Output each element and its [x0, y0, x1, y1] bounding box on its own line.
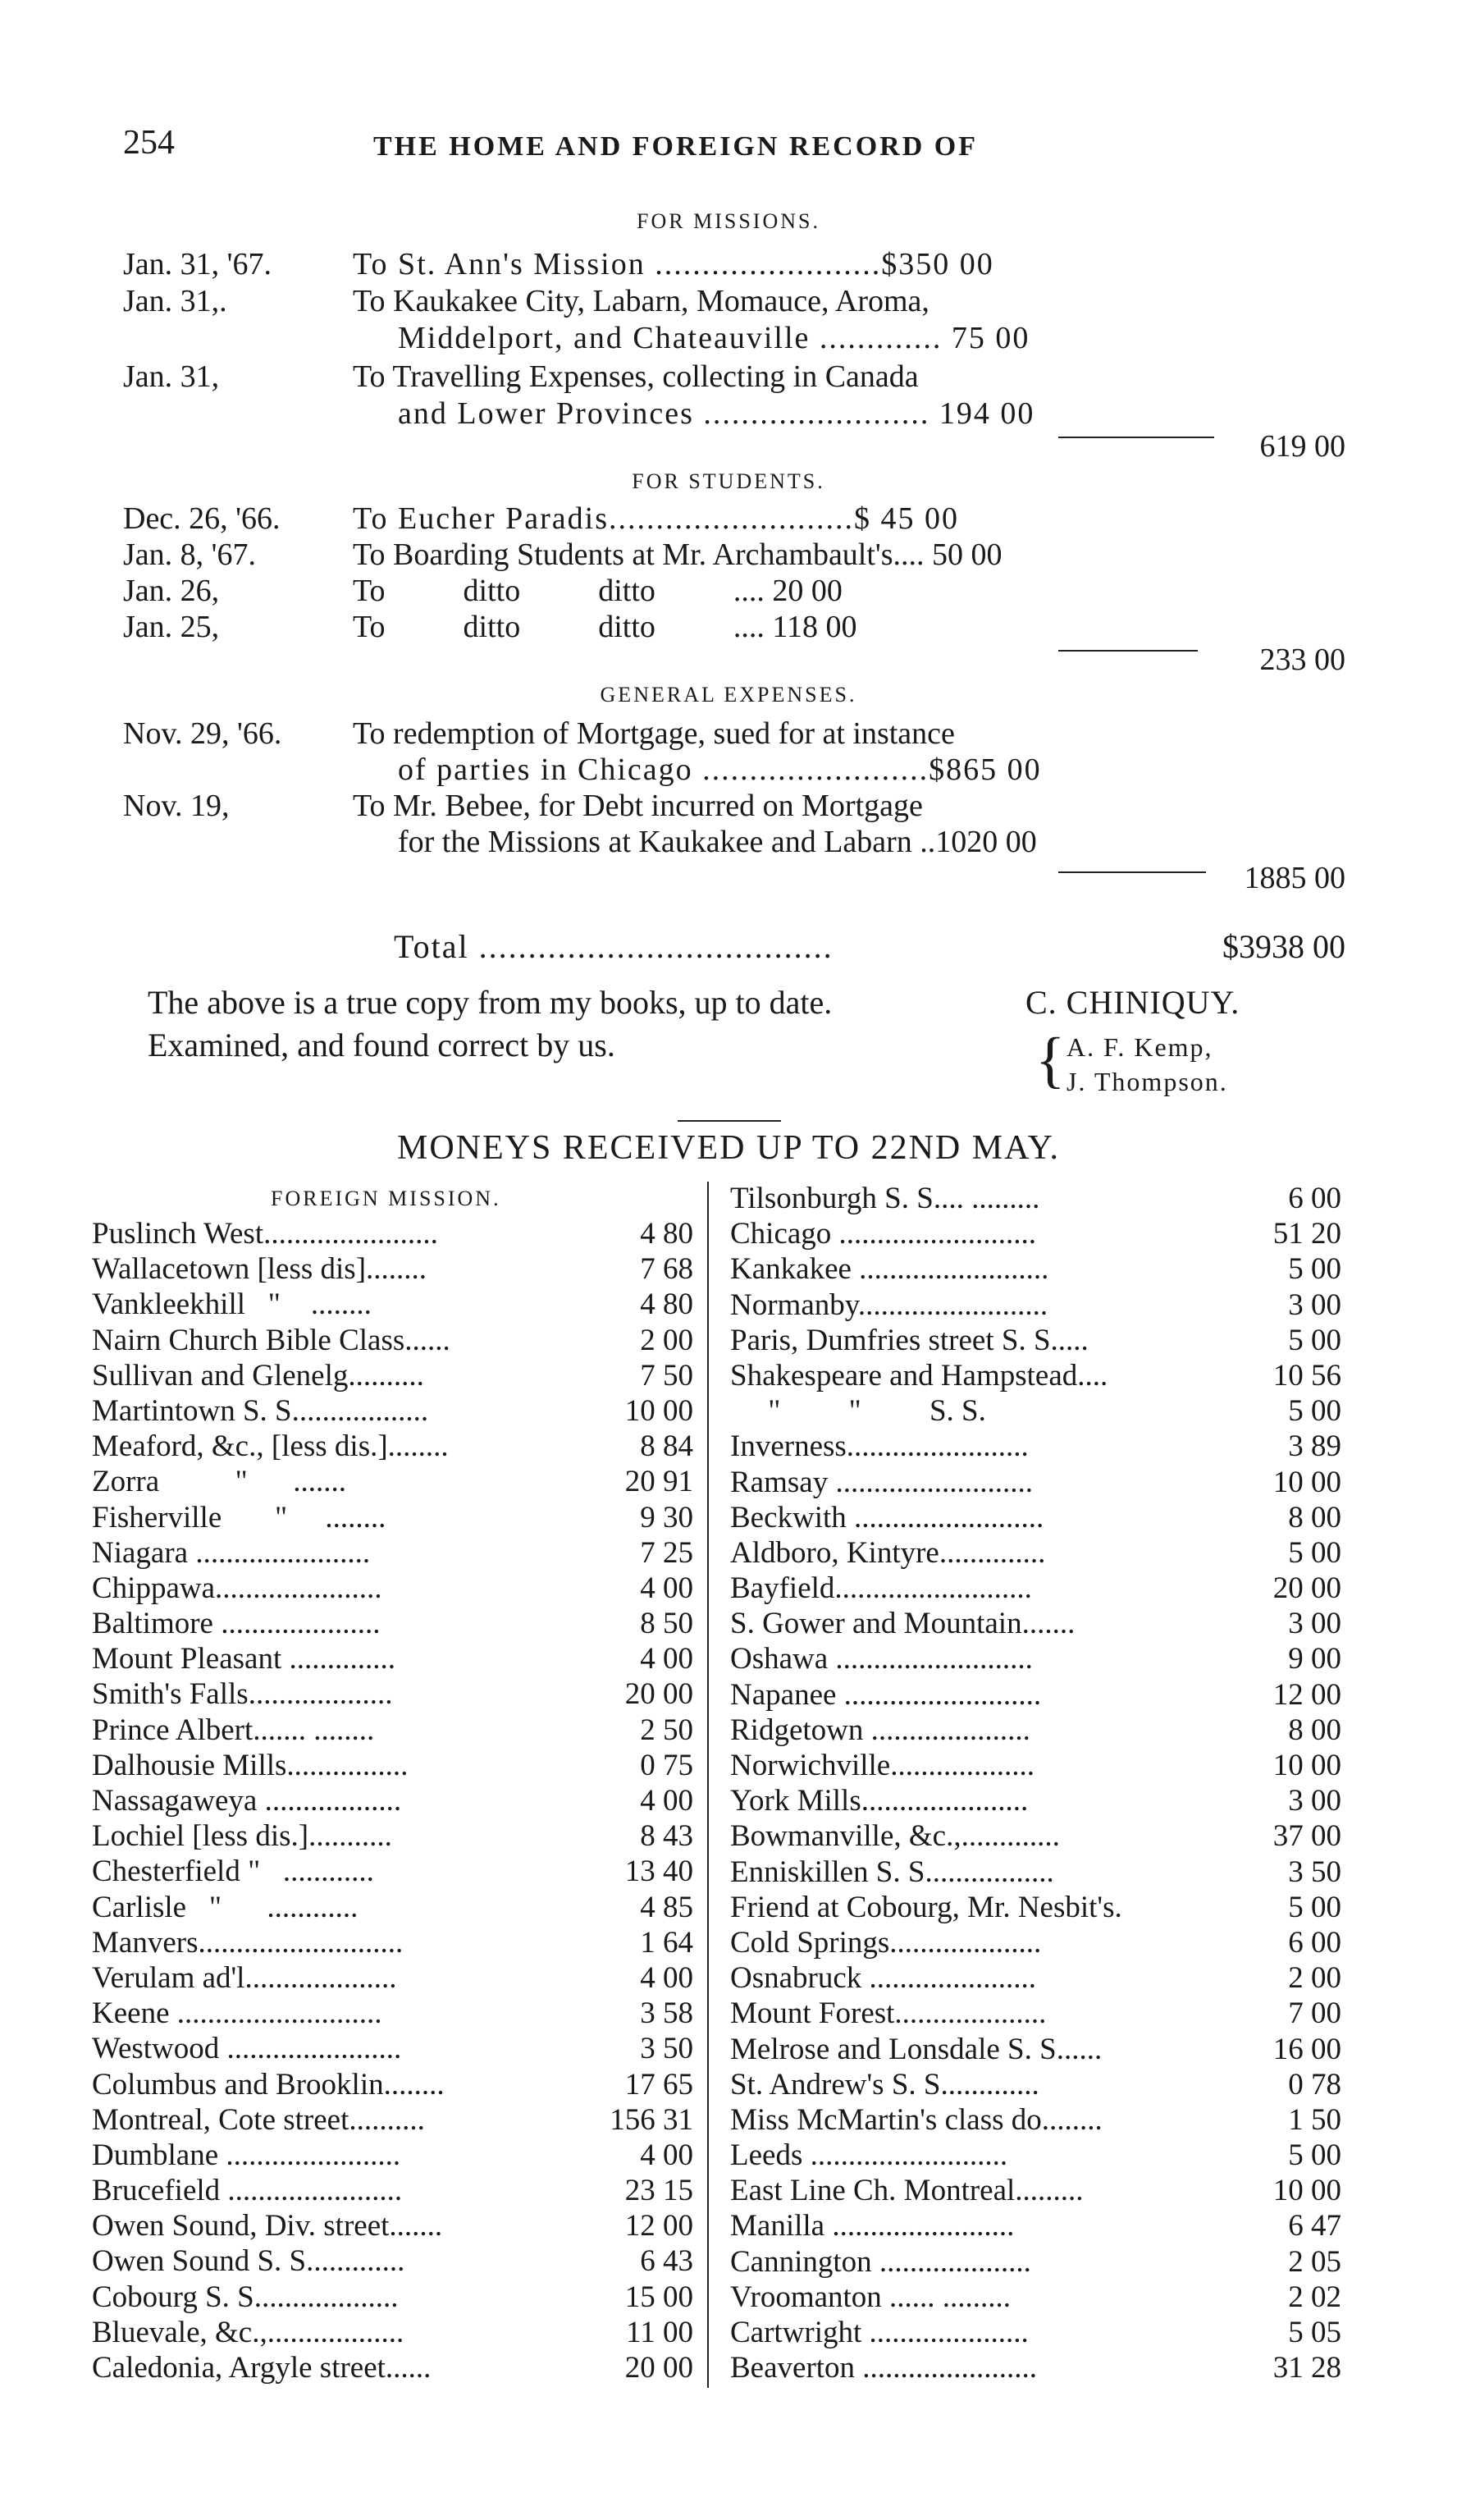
receipt-amount: 9 30 — [640, 1500, 693, 1534]
list-item — [92, 1535, 693, 1571]
receipt-amount: 4 00 — [640, 1571, 693, 1605]
receipt-name: Ridgetown ..................... — [730, 1713, 1030, 1747]
receipt-name: Manilla ........................ — [730, 2209, 1015, 2243]
receipt-amount: 3 58 — [640, 1996, 693, 2031]
column-divider — [707, 1182, 709, 2388]
list-item — [92, 1783, 693, 1818]
receipt-amount: 2 00 — [640, 1323, 693, 1357]
receipt-name: Owen Sound, Div. street....... — [92, 2209, 443, 2243]
receipt-name: Beaverton ....................... — [730, 2351, 1038, 2385]
list-item — [730, 1713, 1341, 1748]
general-subtotal: 1885 00 — [1244, 861, 1345, 895]
receipt-amount: 16 00 — [1272, 2032, 1341, 2066]
list-item — [730, 2350, 1341, 2385]
list-item — [730, 1429, 1341, 1464]
receipt-name: Chicago .......................... — [730, 1217, 1037, 1251]
list-item — [92, 1818, 693, 1854]
ledger-date: Jan. 26, — [123, 574, 220, 608]
receipt-amount: 5 00 — [1288, 1890, 1341, 1924]
receipt-name: Columbus and Brooklin........ — [92, 2067, 445, 2102]
receipt-amount: 2 50 — [640, 1713, 693, 1747]
list-item — [92, 1251, 693, 1287]
receipt-amount: 2 05 — [1288, 2244, 1341, 2279]
students-subtotal: 233 00 — [1259, 643, 1345, 677]
ledger-date: Jan. 31, — [123, 359, 220, 394]
list-item — [730, 1925, 1341, 1960]
list-item — [730, 1641, 1341, 1676]
receipt-amount: 13 40 — [624, 1855, 693, 1889]
section-divider — [678, 1120, 781, 1122]
receipt-name: Nassagaweya .................. — [92, 1784, 402, 1818]
receipt-amount: 2 00 — [1288, 1961, 1341, 1996]
receipt-amount: 4 85 — [640, 1890, 693, 1924]
receipt-amount: 3 50 — [640, 2032, 693, 2066]
receipt-amount: 37 00 — [1272, 1819, 1341, 1854]
total-label: Total .................................... — [394, 928, 834, 965]
receipt-amount: 11 00 — [626, 2315, 693, 2349]
receipt-name: Fisherville " ........ — [92, 1500, 386, 1534]
receipt-name: Oshawa .......................... — [730, 1642, 1033, 1676]
list-item — [730, 1890, 1341, 1925]
receipt-amount: 6 00 — [1288, 1182, 1341, 1215]
receipt-amount: 4 80 — [640, 1217, 693, 1251]
receipt-amount: 0 75 — [640, 1748, 693, 1782]
receipt-name: Meaford, &c., [less dis.]........ — [92, 1429, 449, 1464]
ledger-date: Jan. 8, '67. — [123, 537, 257, 572]
list-item — [92, 1358, 693, 1393]
list-item — [730, 1606, 1341, 1641]
receipt-amount: 10 56 — [1272, 1358, 1341, 1393]
receipt-name: Wallacetown [less dis]........ — [92, 1252, 427, 1287]
list-item — [92, 2067, 693, 2102]
receipt-name: Enniskillen S. S................. — [730, 1855, 1054, 1889]
receipt-name: Vroomanton ...... ......... — [730, 2280, 1012, 2314]
receipt-name: Zorra " ....... — [92, 1465, 347, 1499]
receipt-name: Friend at Cobourg, Mr. Nesbit's. — [730, 1890, 1122, 1924]
list-item — [92, 1216, 693, 1251]
receipt-amount: 20 91 — [624, 1465, 693, 1499]
receipt-amount: 9 00 — [1288, 1642, 1341, 1676]
receipt-amount: 5 00 — [1288, 1394, 1341, 1429]
receipt-name: Martintown S. S.................. — [92, 1393, 429, 1428]
ledger-date: Jan. 25, — [123, 610, 220, 644]
ledger-entry-continued: and Lower Provinces ........................ 194 00 — [398, 396, 1035, 431]
list-item — [730, 1323, 1341, 1358]
receipt-name: Tilsonburgh S. S.... ......... — [730, 1182, 1040, 1215]
receipt-amount: 31 28 — [1272, 2351, 1341, 2385]
receipt-name: Mount Forest.................... — [730, 1996, 1047, 2031]
receipt-name: Brucefield ....................... — [92, 2174, 403, 2208]
list-item — [92, 1960, 693, 1996]
receipt-amount: 10 00 — [1272, 2174, 1341, 2208]
missions-subtotal: 619 00 — [1259, 429, 1345, 464]
list-item — [730, 1358, 1341, 1393]
list-item — [730, 1393, 1341, 1429]
receipt-name: Miss McMartin's class do........ — [730, 2102, 1103, 2137]
receipt-amount: 7 00 — [1288, 1996, 1341, 2031]
receipt-name: Napanee .......................... — [730, 1677, 1042, 1712]
receipt-name: Caledonia, Argyle street...... — [92, 2351, 432, 2385]
list-item — [92, 2173, 693, 2208]
receipt-name: Ramsay .......................... — [730, 1465, 1033, 1499]
receipt-amount: 4 00 — [640, 1960, 693, 1995]
list-item — [92, 2102, 693, 2138]
list-item — [730, 2102, 1341, 2138]
list-item — [730, 1571, 1341, 1606]
receipt-amount: 12 00 — [1272, 1677, 1341, 1712]
receipt-name: Prince Albert....... ........ — [92, 1713, 375, 1747]
receipt-amount: 5 05 — [1288, 2316, 1341, 2349]
list-item — [730, 1500, 1341, 1535]
receipt-amount: 1 50 — [1288, 2102, 1341, 2137]
receipt-name: Cobourg S. S................... — [92, 2280, 399, 2314]
ledger-date: Nov. 19, — [123, 789, 230, 823]
list-item — [92, 1464, 693, 1499]
list-item — [92, 1713, 693, 1748]
foreign-mission-heading: FOREIGN MISSION. — [271, 1187, 501, 1210]
ledger-entry: To Mr. Bebee, for Debt incurred on Mortgage — [353, 789, 923, 823]
receipt-name: Smith's Falls................... — [92, 1677, 393, 1712]
receipt-name: Norwichville................... — [730, 1749, 1035, 1782]
receipt-amount: 8 00 — [1288, 1500, 1341, 1534]
receipt-name: Vankleekhill " ........ — [92, 1287, 372, 1322]
receipt-amount: 4 00 — [640, 1784, 693, 1818]
receipt-name: Cartwright ..................... — [730, 2316, 1029, 2349]
list-item — [92, 1925, 693, 1960]
ledger-entry: To redemption of Mortgage, sued for at instance — [353, 716, 955, 751]
receipt-amount: 12 00 — [624, 2209, 693, 2243]
receipt-amount: 5 00 — [1288, 1252, 1341, 1287]
list-item — [92, 1571, 693, 1606]
receipt-name: Cold Springs.................... — [730, 1925, 1042, 1960]
examiner-name: A. F. Kemp, — [1066, 1032, 1213, 1062]
receipt-amount: 10 00 — [624, 1393, 693, 1428]
brace-icon: { — [1035, 1026, 1066, 1095]
certification-statement: The above is a true copy from my books, up to date. — [148, 984, 833, 1021]
list-item — [92, 1393, 693, 1429]
receipt-name: Owen Sound S. S............. — [92, 2244, 405, 2279]
receipt-amount: 8 43 — [640, 1819, 693, 1854]
list-item — [92, 1676, 693, 1712]
receipt-name: Dalhousie Mills................ — [92, 1748, 409, 1782]
receipt-name: Inverness........................ — [730, 1429, 1029, 1464]
receipt-name: Aldboro, Kintyre.............. — [730, 1535, 1046, 1570]
ledger-entry: To Travelling Expenses, collecting in Canada — [353, 359, 919, 394]
receipt-amount: 5 00 — [1288, 1535, 1341, 1570]
ledger-entry-continued: for the Missions at Kaukakee and Labarn ..1020 00 — [398, 825, 1037, 859]
receipt-name: Montreal, Cote street.......... — [92, 2102, 425, 2137]
list-item — [92, 2315, 693, 2350]
list-item — [730, 1216, 1341, 1251]
page-number: 254 — [123, 124, 175, 162]
receipt-name: Lochiel [less dis.]........... — [92, 1819, 392, 1854]
receipt-amount: 6 47 — [1288, 2209, 1341, 2243]
receipts-list-right — [730, 1181, 1341, 2385]
receipt-name: Osnabruck ...................... — [730, 1961, 1037, 1996]
receipt-name: Kankakee ......................... — [730, 1252, 1049, 1287]
list-item — [730, 1996, 1341, 2031]
ledger-entry: To ditto ditto .... 20 00 — [353, 574, 843, 608]
list-item — [92, 2350, 693, 2385]
signer-name: C. CHINIQUY. — [1025, 984, 1240, 1021]
receipt-amount: 7 68 — [640, 1252, 693, 1287]
receipt-name: Carlisle " ............ — [92, 1890, 359, 1924]
list-item — [730, 2032, 1341, 2067]
receipt-name: S. Gower and Mountain....... — [730, 1607, 1076, 1641]
list-item — [92, 2208, 693, 2243]
receipt-name: Verulam ad'l.................... — [92, 1960, 397, 1995]
receipt-name: " " S. S. — [730, 1394, 986, 1429]
receipt-amount: 15 00 — [624, 2280, 693, 2314]
receipt-name: Beckwith ......................... — [730, 1500, 1044, 1534]
ledger-date: Dec. 26, '66. — [123, 501, 281, 536]
receipt-amount: 6 00 — [1288, 1925, 1341, 1960]
receipt-amount: 3 89 — [1288, 1429, 1341, 1464]
list-item — [92, 2280, 693, 2315]
ledger-entry: To Kaukakee City, Labarn, Momauce, Aroma, — [353, 284, 929, 318]
list-item — [92, 2138, 693, 2173]
receipt-amount: 20 00 — [1272, 1571, 1341, 1606]
list-item — [730, 1251, 1341, 1287]
receipt-amount: 0 78 — [1288, 2067, 1341, 2102]
receipt-name: Melrose and Lonsdale S. S...... — [730, 2032, 1103, 2066]
receipt-amount: 5 00 — [1288, 1323, 1341, 1357]
receipt-amount: 4 00 — [640, 1642, 693, 1676]
receipt-amount: 156 31 — [610, 2102, 693, 2137]
receipt-name: Normanby......................... — [730, 1287, 1048, 1322]
ledger-entry: To Eucher Paradis..........................$ 45 00 — [353, 501, 960, 536]
receipt-amount: 3 50 — [1288, 1855, 1341, 1889]
receipt-name: St. Andrew's S. S............. — [730, 2067, 1039, 2102]
ledger-date: Jan. 31, '67. — [123, 247, 272, 281]
ledger-entry-continued: Middelport, and Chateauville ............. 75 00 — [398, 321, 1030, 355]
list-item — [730, 1960, 1341, 1996]
receipt-name: Shakespeare and Hampstead.... — [730, 1358, 1108, 1393]
list-item — [730, 2067, 1341, 2102]
receipt-amount: 8 50 — [640, 1607, 693, 1641]
receipt-name: Baltimore ..................... — [92, 1607, 381, 1641]
missions-heading: FOR MISSIONS. — [637, 209, 820, 233]
receipt-amount: 20 00 — [624, 2351, 693, 2385]
receipt-amount: 3 00 — [1288, 1784, 1341, 1818]
list-item — [92, 1606, 693, 1641]
list-item — [730, 1677, 1341, 1713]
receipt-amount: 20 00 — [624, 1677, 693, 1712]
ledger-entry: To Boarding Students at Mr. Archambault's.... 50 00 — [353, 537, 1003, 572]
general-heading: GENERAL EXPENSES. — [600, 683, 857, 707]
list-item — [730, 1465, 1341, 1500]
list-item — [92, 2243, 693, 2279]
receipt-name: Bowmanville, &c.,............. — [730, 1819, 1060, 1854]
ledger-date: Jan. 31,. — [123, 284, 227, 318]
receipt-amount: 23 15 — [624, 2174, 693, 2208]
list-item — [730, 2280, 1341, 2315]
receipt-amount: 2 02 — [1288, 2280, 1341, 2314]
list-item — [92, 1323, 693, 1358]
receipt-name: Niagara ....................... — [92, 1535, 371, 1570]
list-item — [730, 2173, 1341, 2208]
receipt-name: Westwood ....................... — [92, 2032, 402, 2066]
receipt-amount: 51 20 — [1272, 1217, 1341, 1251]
ledger-entry-continued: of parties in Chicago ........................$865 00 — [398, 752, 1042, 787]
receipt-amount: 4 80 — [640, 1287, 693, 1322]
list-item — [92, 2031, 693, 2066]
receipt-amount: 17 65 — [624, 2067, 693, 2102]
receipt-amount: 7 25 — [640, 1535, 693, 1570]
list-item — [92, 1890, 693, 1925]
receipt-name: Mount Pleasant .............. — [92, 1642, 395, 1676]
receipt-name: East Line Ch. Montreal......... — [730, 2174, 1084, 2208]
receipt-name: Chesterfield " ............ — [92, 1855, 374, 1889]
list-item — [730, 2208, 1341, 2243]
receipt-amount: 10 00 — [1272, 1749, 1341, 1782]
list-item — [92, 1500, 693, 1535]
list-item — [92, 1854, 693, 1889]
receipt-name: Dumblane ....................... — [92, 2138, 401, 2172]
list-item — [730, 1818, 1341, 1854]
receipt-name: Manvers........................... — [92, 1925, 404, 1960]
list-item — [730, 1748, 1341, 1783]
ledger-entry: To ditto ditto .... 118 00 — [353, 610, 857, 644]
students-heading: FOR STUDENTS. — [632, 469, 825, 493]
receipt-name: Sullivan and Glenelg.......... — [92, 1358, 424, 1393]
list-item — [730, 1181, 1341, 1216]
list-item — [730, 1535, 1341, 1571]
receipt-amount: 3 00 — [1288, 1287, 1341, 1322]
receipt-amount: 3 00 — [1288, 1607, 1341, 1641]
ledger-date: Nov. 29, '66. — [123, 716, 282, 751]
receipt-amount: 8 84 — [640, 1429, 693, 1464]
receipt-amount: 7 50 — [640, 1358, 693, 1393]
list-item — [92, 1996, 693, 2031]
receipt-name: Chippawa...................... — [92, 1571, 382, 1605]
list-item — [730, 1855, 1341, 1890]
examiner-name: J. Thompson. — [1066, 1067, 1228, 1096]
receipt-name: Bluevale, &c.,.................. — [92, 2315, 404, 2349]
examination-statement: Examined, and found correct by us. — [148, 1027, 615, 1063]
list-item — [730, 1287, 1341, 1323]
list-item — [92, 1748, 693, 1783]
receipt-name: Puslinch West....................... — [92, 1217, 438, 1251]
receipt-name: Bayfield.......................... — [730, 1571, 1032, 1606]
total-amount: $3938 00 — [1222, 928, 1345, 965]
list-item — [730, 2138, 1341, 2173]
receipt-amount: 5 00 — [1288, 2138, 1341, 2173]
list-item — [92, 1641, 693, 1676]
receipt-amount: 4 00 — [640, 2138, 693, 2172]
receipt-amount: 1 64 — [640, 1925, 693, 1960]
receipt-name: Keene ........................... — [92, 1996, 382, 2031]
list-item — [730, 1783, 1341, 1818]
receipt-name: York Mills...................... — [730, 1784, 1029, 1818]
receipt-amount: 8 00 — [1288, 1713, 1341, 1747]
list-item — [730, 2315, 1341, 2350]
ledger-entry: To St. Ann's Mission ........................$350 00 — [353, 247, 994, 281]
list-item — [730, 2244, 1341, 2280]
receipt-amount: 10 00 — [1272, 1465, 1341, 1499]
moneys-title: MONEYS RECEIVED UP TO 22ND MAY. — [397, 1129, 1060, 1167]
receipt-name: Paris, Dumfries street S. S..... — [730, 1323, 1089, 1357]
foreign-mission-list — [92, 1216, 693, 2385]
receipt-name: Cannington .................... — [730, 2244, 1031, 2279]
receipt-amount: 6 43 — [640, 2244, 693, 2279]
list-item — [92, 1429, 693, 1464]
receipt-name: Leeds .......................... — [730, 2138, 1008, 2173]
running-title: THE HOME AND FOREIGN RECORD OF — [373, 131, 978, 162]
list-item — [92, 1287, 693, 1322]
receipt-name: Nairn Church Bible Class...... — [92, 1323, 450, 1357]
